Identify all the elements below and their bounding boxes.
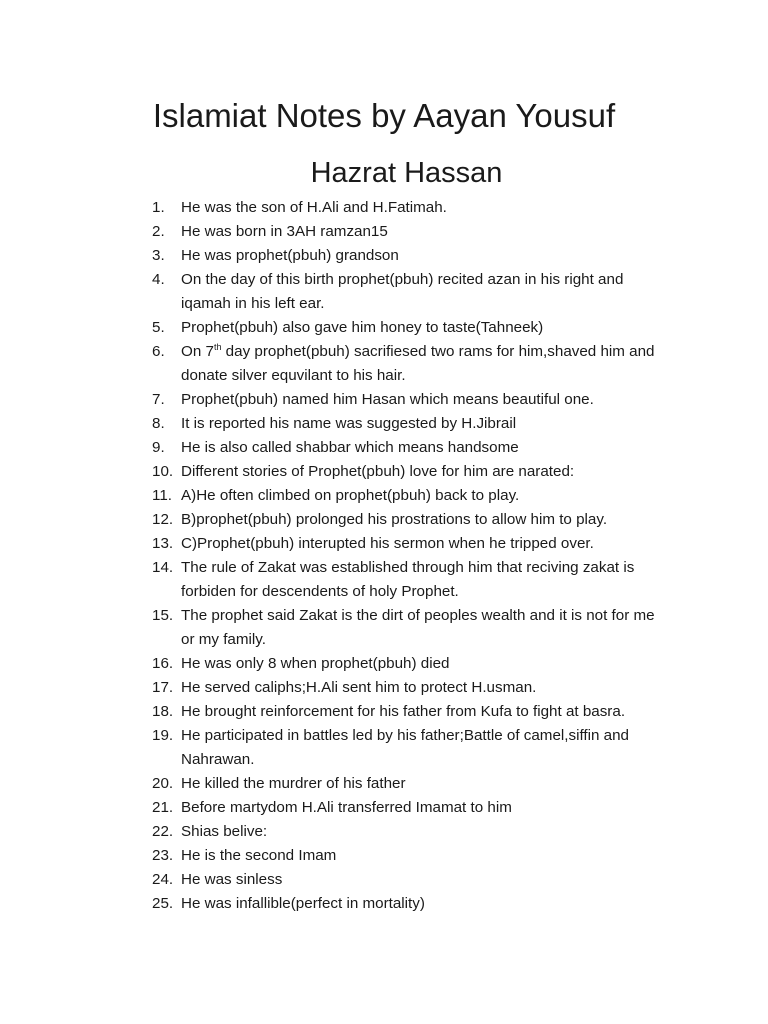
item-text	[181, 343, 655, 384]
item-number: 12.	[152, 511, 174, 528]
item-number: 13.	[152, 535, 174, 552]
list-item	[152, 388, 672, 412]
list-item	[152, 412, 672, 436]
item-number: 10.	[152, 463, 174, 480]
item-text: He was born in 3AH ramzan15	[181, 223, 388, 240]
item-text: Prophet(pbuh) also gave him honey to taste(Tahneek)	[181, 319, 544, 336]
list-item	[152, 700, 672, 724]
list-item	[152, 652, 672, 676]
list-item	[152, 532, 672, 556]
item-text: He killed the murdrer of his father	[181, 775, 406, 792]
item-number: 18.	[152, 703, 174, 720]
item-text: It is reported his name was suggested by H.Jibrail	[181, 415, 517, 432]
item-number: 7.	[152, 391, 165, 408]
list-item	[152, 508, 672, 532]
list-item	[152, 196, 672, 220]
item-text: B)prophet(pbuh) prolonged his prostrations to allow him to play.	[181, 511, 608, 528]
item-text: He was sinless	[181, 871, 283, 888]
list-item	[152, 796, 672, 820]
item-text: The rule of Zakat was established through him that reciving zakat is forbiden for descendents of holy Prophet.	[181, 559, 635, 600]
list-item	[152, 316, 672, 340]
item-text: He was infallible(perfect in mortality)	[181, 895, 425, 912]
item-number: 6.	[152, 343, 165, 360]
item-number: 2.	[152, 223, 165, 240]
item-number: 8.	[152, 415, 165, 432]
list-item	[152, 604, 672, 652]
item-text: He was prophet(pbuh) grandson	[181, 247, 399, 264]
list-item	[152, 220, 672, 244]
document-subtitle: Hazrat Hassan	[310, 157, 503, 189]
item-number: 23.	[152, 847, 174, 864]
item-number: 19.	[152, 727, 174, 744]
list-item	[152, 460, 672, 484]
item-text: C)Prophet(pbuh) interupted his sermon when he tripped over.	[181, 535, 594, 552]
ordinal-suffix: th	[213, 341, 222, 352]
item-text: The prophet said Zakat is the dirt of peoples wealth and it is not for me or my family.	[181, 607, 655, 648]
list-item	[152, 484, 672, 508]
list-item	[152, 844, 672, 868]
item-number: 5.	[152, 319, 165, 336]
item-text: He is also called shabbar which means handsome	[181, 439, 519, 456]
item-text: Shias belive:	[181, 823, 268, 840]
document-title: Islamiat Notes by Aayan Yousuf	[152, 97, 616, 134]
item-number: 14.	[152, 559, 174, 576]
item-number: 17.	[152, 679, 174, 696]
item-text: He served caliphs;H.Ali sent him to protect H.usman.	[181, 679, 537, 696]
item-number: 3.	[152, 247, 165, 264]
item-text-start: On 7	[181, 343, 214, 360]
list-item	[152, 244, 672, 268]
list-item	[152, 772, 672, 796]
list-item	[152, 892, 672, 916]
item-text: A)He often climbed on prophet(pbuh) back to play.	[181, 487, 520, 504]
item-number: 25.	[152, 895, 174, 912]
item-number: 4.	[152, 271, 165, 288]
item-text: He was only 8 when prophet(pbuh) died	[181, 655, 450, 672]
item-number: 9.	[152, 439, 165, 456]
list-item	[152, 436, 672, 460]
list-item	[152, 868, 672, 892]
list-item	[152, 676, 672, 700]
item-text: He brought reinforcement for his father from Kufa to fight at basra.	[181, 703, 626, 720]
item-text-rest: day prophet(pbuh) sacrifiesed two rams for him,shaved him and donate silver equvilant to his hair.	[181, 343, 655, 384]
item-text: Prophet(pbuh) named him Hasan which means beautiful one.	[181, 391, 594, 408]
item-text: He participated in battles led by his father;Battle of camel,siffin and Nahrawan.	[181, 727, 630, 768]
item-number: 15.	[152, 607, 174, 624]
item-text: He is the second Imam	[181, 847, 337, 864]
item-number: 16.	[152, 655, 174, 672]
list-item	[152, 724, 672, 772]
item-text: Before martydom H.Ali transferred Imamat to him	[181, 799, 512, 816]
item-text: Different stories of Prophet(pbuh) love for him are narated:	[181, 463, 575, 480]
item-number: 20.	[152, 775, 174, 792]
item-number: 24.	[152, 871, 174, 888]
item-number: 1.	[152, 199, 165, 216]
notes-list	[152, 196, 672, 916]
item-number: 11.	[152, 487, 172, 504]
item-text: On the day of this birth prophet(pbuh) recited azan in his right and iqamah in his left ear.	[181, 271, 624, 312]
item-number: 21.	[152, 799, 174, 816]
list-item	[152, 340, 672, 388]
list-item	[152, 820, 672, 844]
list-item	[152, 556, 672, 604]
list-item	[152, 268, 672, 316]
item-number: 22.	[152, 823, 174, 840]
item-text: He was the son of H.Ali and H.Fatimah.	[181, 199, 447, 216]
